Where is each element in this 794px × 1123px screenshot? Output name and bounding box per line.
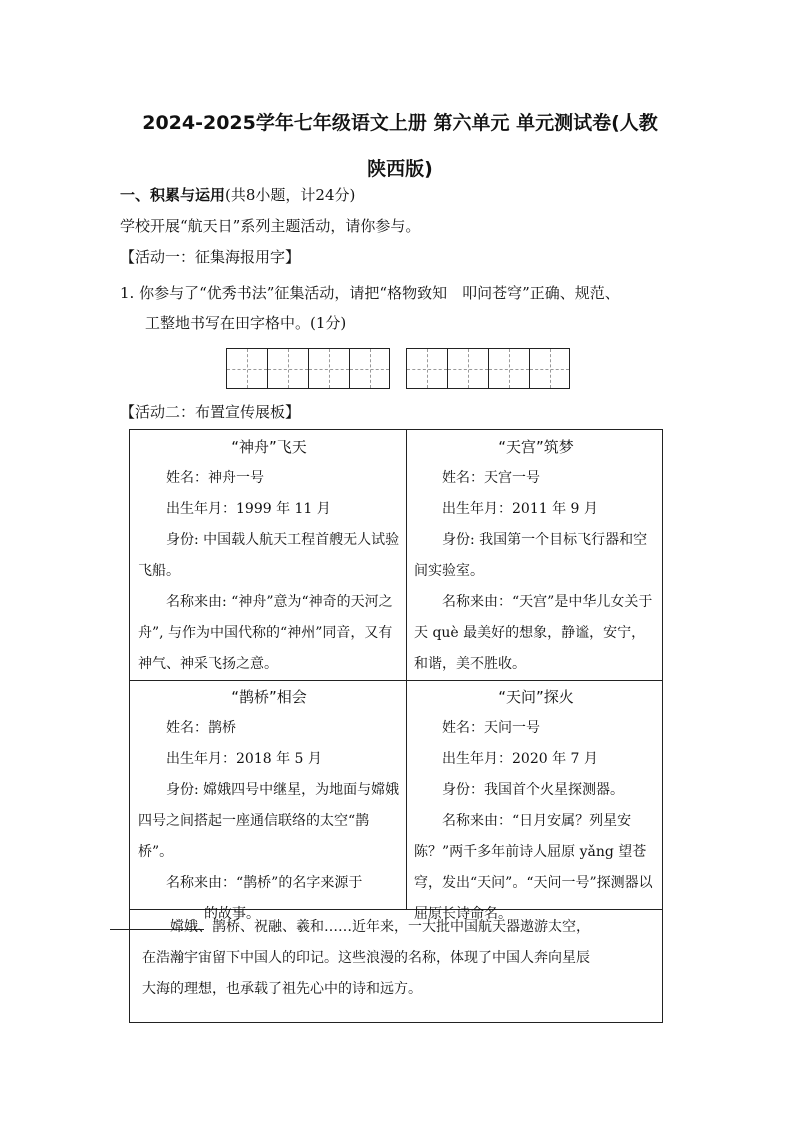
card-identity: 身份: 中国载人航天工程首艘无人试验飞船。 — [138, 532, 400, 579]
question-1-line-1: 1. 你参与了“优秀书法”征集活动，请把“格物致知 叩问苍穹”正确、规范、 — [120, 284, 620, 302]
card-origin-before: 名称来由：“鹊桥”的名字来源于 — [166, 875, 363, 891]
card-tiangong — [414, 432, 658, 680]
card-title: “天宫”筑梦 — [498, 438, 574, 456]
card-shenzhou — [138, 432, 400, 680]
tianzige-cell[interactable] — [267, 348, 308, 389]
tianzige-cell[interactable] — [349, 348, 390, 389]
title-line-1: 2024-2025学年七年级语文上册 第六单元 单元测试卷(人教 — [142, 112, 658, 134]
card-title: “鹊桥”相会 — [231, 688, 307, 706]
card-origin: 名称来由：“天宫”是中华儿女关于天 què 最美好的想象，静谧，安宁，和谐，美不胜收。 — [414, 594, 653, 672]
exhibition-board-table — [129, 429, 663, 1023]
summary-line-1: 嫦娥、鹊桥、祝融、羲和……近年来，一大批中国航天器遨游太空， — [170, 919, 590, 935]
tianzige-cell[interactable] — [447, 348, 488, 389]
card-origin: 名称来由：“日月安属？列星安陈？”两千多年前诗人屈原 yǎng 望苍穹，发出“天问”。“天问一号”探测器以屈原长诗命名。 — [414, 813, 653, 922]
section-1-intro: 学校开展“航天日”系列主题活动，请你参与。 — [120, 217, 421, 235]
tianzige-cell[interactable] — [529, 348, 570, 389]
card-identity: 身份: 嫦娥四号中继星，为地面与嫦娥四号之间搭起一座通信联络的太空“鹊桥”。 — [138, 782, 400, 860]
activity-2-label: 【活动二：布置宣传展板】 — [120, 403, 301, 421]
summary-line-3: 大海的理想，也承载了祖先心中的诗和远方。 — [142, 981, 422, 997]
card-name: 姓名：天宫一号 — [442, 470, 540, 486]
card-title: “天问”探火 — [498, 688, 574, 706]
card-born: 出生年月：2011 年 9 月 — [442, 501, 598, 517]
section-1-score-note: (共8小题，计24分) — [225, 186, 356, 204]
question-1-line-2: 工整地书写在田字格中。(1分) — [145, 314, 347, 332]
card-identity: 身份: 我国第一个目标飞行器和空间实验室。 — [414, 532, 648, 579]
card-title: “神舟”飞天 — [231, 438, 307, 456]
tianzige-grid-group-1 — [226, 348, 390, 390]
section-1-title: 一、积累与运用 — [120, 186, 226, 204]
tianzige-grid-group-2 — [406, 348, 570, 390]
card-origin-after: 的故事。 — [204, 906, 260, 922]
section-1-heading — [120, 184, 355, 206]
table-horizontal-divider — [130, 680, 662, 681]
card-queqiao — [138, 682, 400, 930]
tianzige-cell[interactable] — [308, 348, 349, 389]
activity-1-label: 【活动一：征集海报用字】 — [120, 248, 301, 266]
tianzige-cell[interactable] — [406, 348, 447, 389]
card-name: 姓名：鹊桥 — [166, 720, 236, 736]
summary-line-2: 在浩瀚宇宙留下中国人的印记。这些浪漫的名称，体现了中国人奔向星辰 — [142, 950, 590, 966]
card-born: 出生年月：2018 年 5 月 — [166, 751, 322, 767]
title-line-2: 陕西版) — [367, 158, 433, 180]
card-origin: 名称来由: “神舟”意为“神奇的天河之舟”, 与作为中国代称的“神州”同音，又有神气、神采飞扬之意。 — [138, 594, 393, 672]
card-name: 姓名：天问一号 — [442, 720, 540, 736]
tianzige-cell[interactable] — [488, 348, 529, 389]
question-1 — [120, 278, 620, 338]
board-summary — [142, 912, 652, 1005]
tianzige-cell[interactable] — [226, 348, 267, 389]
page-title — [100, 100, 700, 192]
card-identity: 身份：我国首个火星探测器。 — [442, 782, 624, 798]
card-tianwen — [414, 682, 658, 930]
card-born: 出生年月：1999 年 11 月 — [166, 501, 331, 517]
table-vertical-divider — [406, 430, 407, 909]
card-born: 出生年月：2020 年 7 月 — [442, 751, 598, 767]
card-name: 姓名：神舟一号 — [166, 470, 264, 486]
